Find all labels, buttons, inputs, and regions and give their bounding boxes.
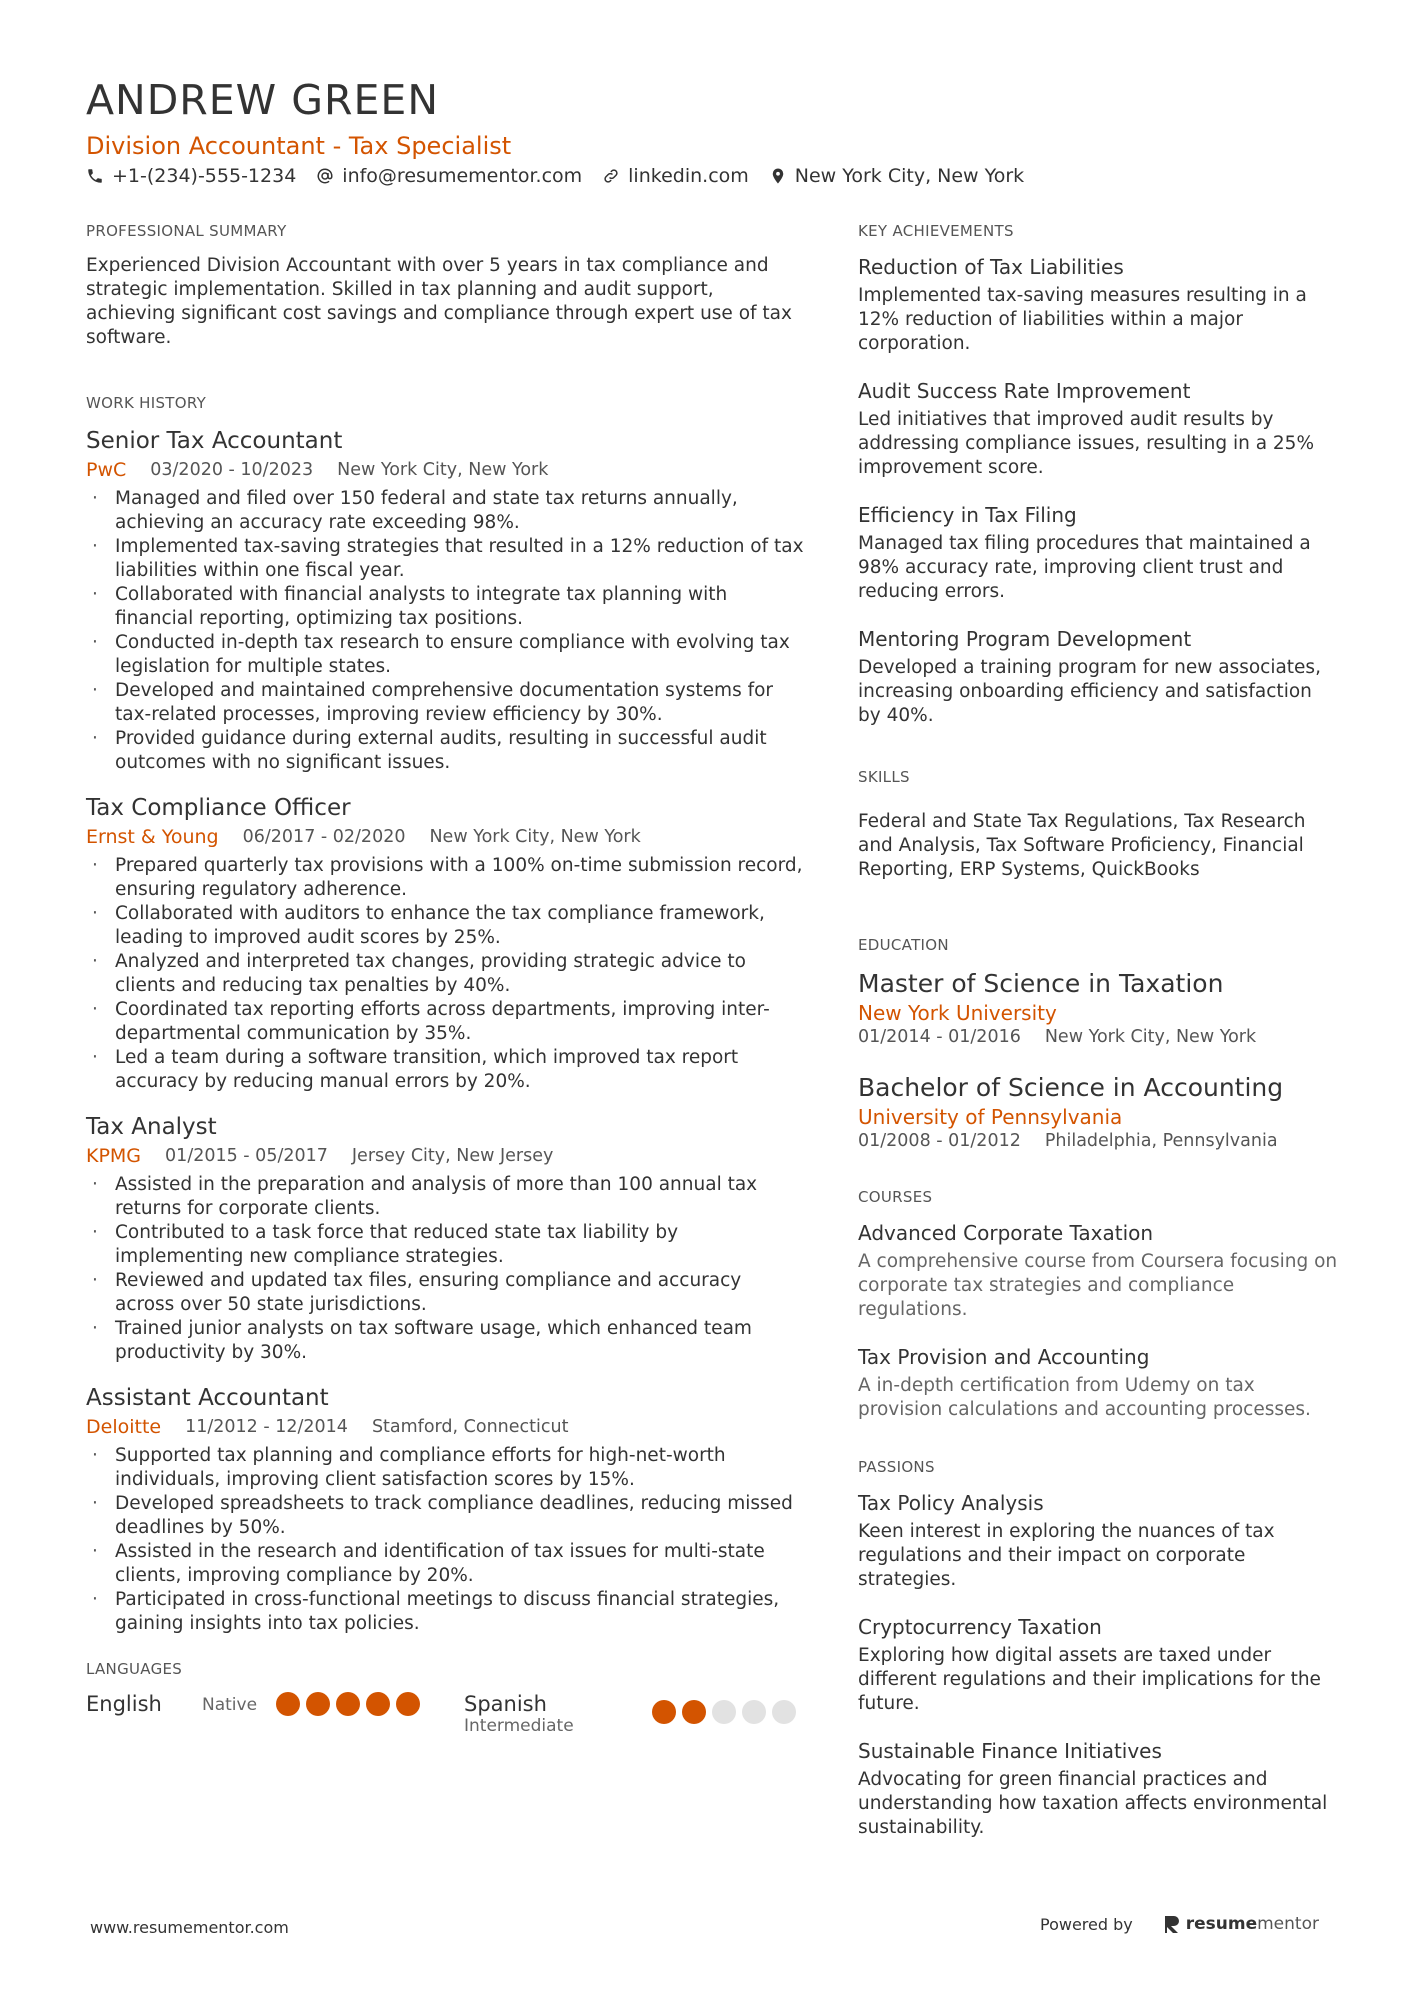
job-entry	[86, 1383, 806, 1636]
rating-dot-filled	[276, 1692, 300, 1716]
brand-rest: mentor	[1257, 1914, 1319, 1934]
education-item	[858, 968, 1338, 1048]
job-dates: 03/2020 - 10/2023	[150, 460, 314, 480]
job-meta	[86, 826, 806, 848]
achievement-item	[858, 254, 1338, 356]
education-degree: Bachelor of Science in Accounting	[858, 1073, 1284, 1102]
job-bullet: · Reviewed and updated tax files, ensuring compliance and accuracy across over 50 state jurisdictions.	[86, 1269, 806, 1317]
contact-bar	[86, 165, 1044, 187]
job-company: Deloitte	[86, 1416, 162, 1438]
passion-item	[858, 1614, 1338, 1716]
achievement-title: Reduction of Tax Liabilities	[858, 255, 1124, 279]
footer-powered	[1040, 1914, 1319, 1934]
contact-phone-text: +1-(234)-555-1234	[112, 165, 297, 187]
job-entry	[86, 793, 806, 1094]
language-rating	[652, 1700, 802, 1724]
course-title: Advanced Corporate Taxation	[858, 1221, 1154, 1245]
candidate-title: Division Accountant - Tax Specialist	[86, 132, 512, 160]
contact-linkedin-text: linkedin.com	[628, 165, 749, 187]
education-heading: EDUCATION	[858, 936, 949, 954]
language-spanish	[464, 1692, 802, 1736]
passions-list	[858, 1490, 1338, 1840]
job-bullet: · Trained junior analysts on tax software usage, which enhanced team productivity by 30%.	[86, 1317, 806, 1365]
job-bullet: · Developed spreadsheets to track compliance deadlines, reducing missed deadlines by 50%.	[86, 1492, 806, 1540]
education-list	[858, 968, 1338, 1152]
job-bullets	[86, 854, 806, 1094]
passion-text: Advocating for green financial practices and understanding how taxation affects environmental sustainability.	[858, 1769, 1328, 1838]
contact-location-text: New York City, New York	[794, 165, 1025, 187]
job-bullet: · Managed and filed over 150 federal and state tax returns annually, achieving an accuracy rate exceeding 98%.	[86, 487, 806, 535]
achievements-heading: KEY ACHIEVEMENTS	[858, 222, 1014, 240]
job-dates: 06/2017 - 02/2020	[242, 827, 406, 847]
achievement-item	[858, 626, 1338, 728]
achievement-item	[858, 502, 1338, 604]
phone-icon	[86, 167, 104, 185]
candidate-name: ANDREW GREEN	[86, 76, 439, 124]
job-location: New York City, New York	[429, 827, 641, 847]
job-bullet: · Supported tax planning and compliance efforts for high-net-worth individuals, improving client satisfaction scores by 15%.	[86, 1444, 806, 1492]
job-location: Stamford, Connecticut	[371, 1417, 569, 1437]
course-item	[858, 1220, 1338, 1322]
achievement-title: Mentoring Program Development	[858, 627, 1192, 651]
footer-website[interactable]: www.resumementor.com	[90, 1918, 289, 1937]
job-bullets	[86, 1173, 806, 1365]
link-icon	[602, 167, 620, 185]
language-level: Native	[202, 1695, 258, 1715]
job-location: Jersey City, New Jersey	[351, 1146, 554, 1166]
passion-item	[858, 1490, 1338, 1592]
summary-text: Experienced Division Accountant with over 5 years in tax compliance and strategic implementation. Skilled in tax planning and audit support, achieving significant cost savings and compliance through expert use of tax software.	[86, 255, 792, 348]
job-company: PwC	[86, 459, 127, 481]
education-meta	[858, 1130, 1338, 1152]
achievement-text: Managed tax filing procedures that maintained a 98% accuracy rate, improving client trust and reducing errors.	[858, 533, 1311, 602]
language-level: Intermediate	[464, 1716, 574, 1736]
job-bullet: · Collaborated with financial analysts to integrate tax planning with financial reporting, optimizing tax positions.	[86, 583, 806, 631]
language-name: Spanish	[464, 1692, 547, 1716]
job-bullet: · Conducted in-depth tax research to ensure compliance with evolving tax legislation for multiple states.	[86, 631, 806, 679]
job-bullet: · Assisted in the preparation and analysis of more than 100 annual tax returns for corporate clients.	[86, 1173, 806, 1221]
job-meta	[86, 459, 806, 481]
location-pin-icon	[769, 167, 787, 185]
job-location: New York City, New York	[337, 460, 549, 480]
job-bullet: · Contributed to a task force that reduced state tax liability by implementing new compliance strategies.	[86, 1221, 806, 1269]
job-bullet: · Participated in cross-functional meetings to discuss financial strategies, gaining insights into tax policies.	[86, 1588, 806, 1636]
passion-text: Exploring how digital assets are taxed under different regulations and their implications for the future.	[858, 1645, 1321, 1714]
rating-dot-empty	[772, 1700, 796, 1724]
at-icon	[316, 167, 334, 185]
education-location: Philadelphia, Pennsylvania	[1044, 1131, 1278, 1151]
job-bullets	[86, 1444, 806, 1636]
passions-heading: PASSIONS	[858, 1458, 935, 1476]
job-meta	[86, 1416, 806, 1438]
job-bullet: · Collaborated with auditors to enhance the tax compliance framework, leading to improved audit scores by 25%.	[86, 902, 806, 950]
job-title: Tax Analyst	[86, 1114, 217, 1140]
job-meta	[86, 1145, 806, 1167]
rating-dot-empty	[712, 1700, 736, 1724]
rating-dot-filled	[682, 1700, 706, 1724]
languages-list	[86, 1692, 806, 1736]
summary-heading: PROFESSIONAL SUMMARY	[86, 222, 287, 240]
education-school: New York University	[858, 1001, 1057, 1025]
course-text: A in-depth certification from Udemy on tax provision calculations and accounting processes.	[858, 1375, 1311, 1420]
contact-linkedin[interactable]	[602, 165, 749, 187]
job-bullet: · Prepared quarterly tax provisions with a 100% on-time submission record, ensuring regulatory adherence.	[86, 854, 806, 902]
rating-dot-empty	[742, 1700, 766, 1724]
job-title: Senior Tax Accountant	[86, 428, 343, 454]
brand-bold: resume	[1185, 1914, 1258, 1934]
passion-item	[858, 1738, 1338, 1840]
contact-phone[interactable]	[86, 165, 296, 187]
passion-title: Sustainable Finance Initiatives	[858, 1739, 1162, 1763]
right-column	[858, 222, 1338, 1862]
passion-title: Tax Policy Analysis	[858, 1491, 1044, 1515]
powered-by-label: Powered by	[1040, 1914, 1133, 1934]
job-bullet: · Developed and maintained comprehensive documentation systems for tax-related processes, improving review efficiency by 30%.	[86, 679, 806, 727]
job-company: Ernst & Young	[86, 826, 219, 848]
job-dates: 01/2015 - 05/2017	[165, 1146, 328, 1166]
contact-email-text: info@resumementor.com	[342, 165, 583, 187]
job-dates: 11/2012 - 12/2014	[185, 1417, 348, 1437]
job-bullet: · Assisted in the research and identification of tax issues for multi-state clients, improving compliance by 20%.	[86, 1540, 806, 1588]
left-column	[86, 222, 806, 1736]
passion-text: Keen interest in exploring the nuances of tax regulations and their impact on corporate strategies.	[858, 1521, 1275, 1590]
languages-heading: LANGUAGES	[86, 1660, 183, 1678]
skills-heading: SKILLS	[858, 768, 910, 786]
rating-dot-filled	[396, 1692, 420, 1716]
achievement-item	[858, 378, 1338, 480]
work-heading: WORK HISTORY	[86, 394, 207, 412]
achievement-title: Audit Success Rate Improvement	[858, 379, 1191, 403]
skills-text: Federal and State Tax Regulations, Tax Research and Analysis, Tax Software Proficiency, Financial Reporting, ERP Systems, QuickBooks	[858, 811, 1306, 880]
job-bullet: · Analyzed and interpreted tax changes, providing strategic advice to clients and reducing tax penalties by 40%.	[86, 950, 806, 998]
achievement-text: Implemented tax-saving measures resulting in a 12% reduction of liabilities within a major corporation.	[858, 285, 1307, 354]
job-title: Assistant Accountant	[86, 1385, 329, 1411]
job-company: KPMG	[86, 1145, 142, 1167]
contact-email[interactable]	[316, 165, 582, 187]
courses-list	[858, 1220, 1338, 1422]
rating-dot-filled	[306, 1692, 330, 1716]
job-bullet: · Implemented tax-saving strategies that resulted in a 12% reduction of tax liabilities within one fiscal year.	[86, 535, 806, 583]
rating-dot-filled	[652, 1700, 676, 1724]
courses-heading: COURSES	[858, 1188, 933, 1206]
education-dates: 01/2008 - 01/2012	[858, 1131, 1021, 1151]
rating-dot-filled	[336, 1692, 360, 1716]
achievement-text: Developed a training program for new associates, increasing onboarding efficiency and satisfaction by 40%.	[858, 657, 1321, 726]
resumementor-logo-icon	[1163, 1914, 1181, 1934]
job-bullet: · Led a team during a software transition, which improved tax report accuracy by reducing manual errors by 20%.	[86, 1046, 806, 1094]
achievement-title: Efficiency in Tax Filing	[858, 503, 1077, 527]
job-bullet: · Coordinated tax reporting efforts across departments, improving inter-departmental communication by 35%.	[86, 998, 806, 1046]
job-bullet: · Provided guidance during external audits, resulting in successful audit outcomes with no significant issues.	[86, 727, 806, 775]
work-history-list	[86, 426, 806, 1636]
course-title: Tax Provision and Accounting	[858, 1345, 1150, 1369]
rating-dot-filled	[366, 1692, 390, 1716]
language-name: English	[86, 1692, 162, 1716]
language-rating	[276, 1692, 426, 1716]
job-bullets	[86, 487, 806, 775]
course-text: A comprehensive course from Coursera focusing on corporate tax strategies and compliance regulations.	[858, 1251, 1338, 1320]
course-item	[858, 1344, 1338, 1422]
passion-title: Cryptocurrency Taxation	[858, 1615, 1102, 1639]
education-school: University of Pennsylvania	[858, 1105, 1123, 1129]
language-english	[86, 1692, 464, 1716]
contact-location	[769, 165, 1024, 187]
education-degree: Master of Science in Taxation	[858, 969, 1224, 998]
education-location: New York City, New York	[1044, 1027, 1257, 1047]
brand-logo	[1163, 1914, 1319, 1934]
job-entry	[86, 1112, 806, 1365]
education-meta	[858, 1026, 1338, 1048]
achievement-text: Led initiatives that improved audit results by addressing compliance issues, resulting in a 25% improvement score.	[858, 409, 1315, 478]
achievements-list	[858, 254, 1338, 728]
job-title: Tax Compliance Officer	[86, 795, 351, 821]
job-entry	[86, 426, 806, 775]
education-item	[858, 1072, 1338, 1152]
education-dates: 01/2014 - 01/2016	[858, 1027, 1021, 1047]
